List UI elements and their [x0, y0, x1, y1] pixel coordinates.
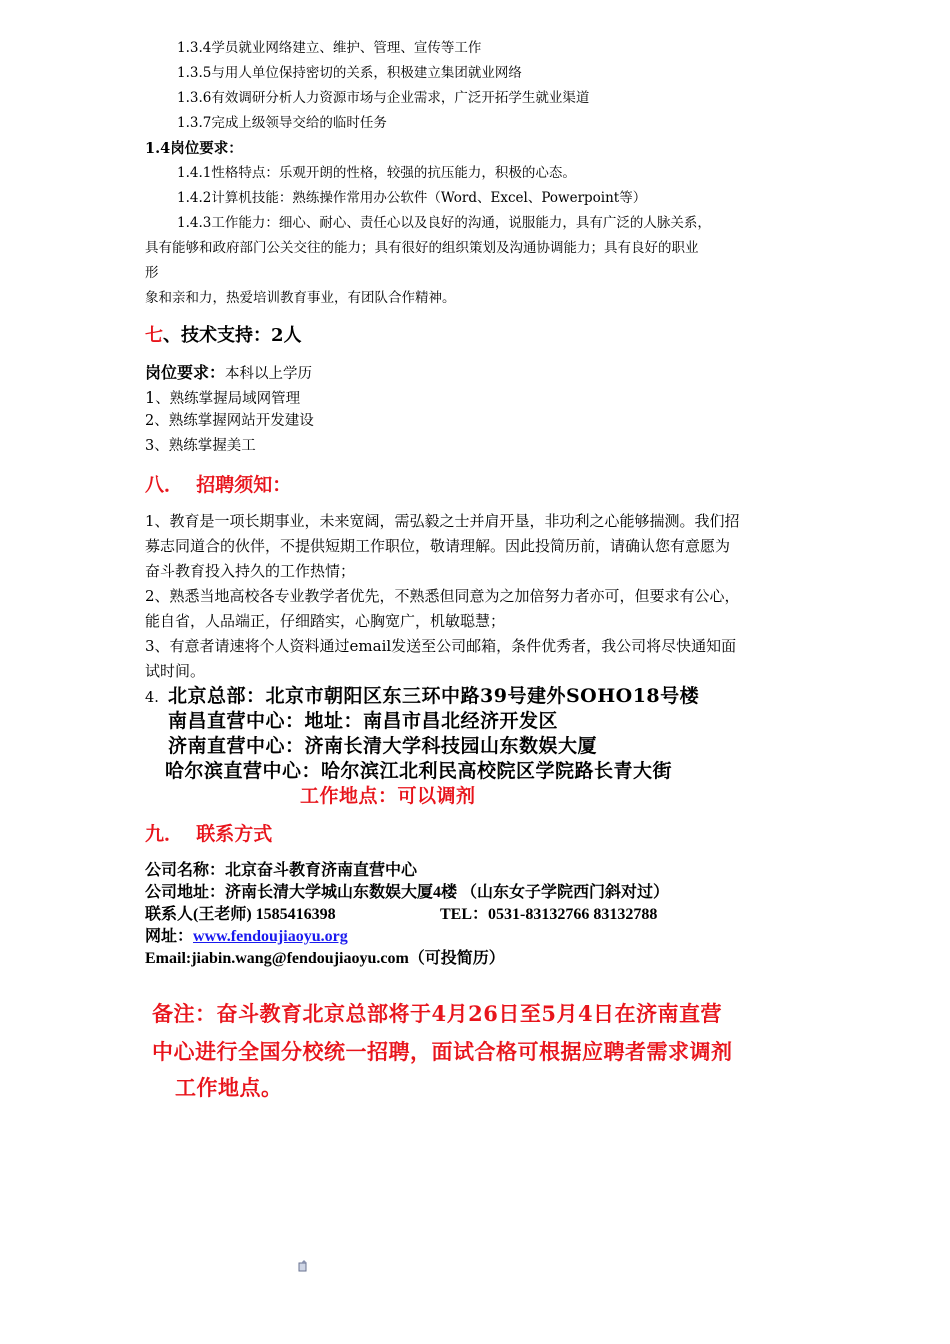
contact-website: [145, 927, 348, 946]
notice-line: 3、有意者请速将个人资料通过email发送至公司邮箱，条件优秀者，我公司将尽快通知面: [145, 637, 737, 655]
remark-line: 中心进行全国分校统一招聘，面试合格可根据应聘者需求调剂: [152, 1039, 733, 1064]
work-place-note: 工作地点：可以调剂: [300, 785, 476, 807]
remark-line: 备注：奋斗教育北京总部将于4月26日至5月4日在济南直营: [152, 1001, 723, 1026]
skill-item: 3、熟练掌握美工: [145, 438, 256, 454]
requirement-ability-line: 具有能够和政府部门公关交往的能力；具有很好的组织策划及沟通协调能力；具有良好的职业: [145, 240, 699, 256]
section-7-heading: [145, 325, 302, 347]
requirement-item: 1.4.2计算机技能：熟练操作常用办公软件（Word、Excel、Powerpoint等）: [177, 190, 647, 206]
requirement-ability-line: 1.4.3工作能力：细心、耐心、责任心以及良好的沟通，说服能力，具有广泛的人脉关系，: [177, 215, 711, 231]
locations-number: 4.: [145, 690, 159, 706]
requirements-heading: 1.4岗位要求：: [145, 140, 243, 157]
section-7-requirement-value: 本科以上学历: [225, 366, 313, 382]
section-7-requirement: [145, 363, 312, 383]
remark-line: 工作地点。: [175, 1075, 283, 1100]
notice-line: 能自省，人品端正，仔细踏实，心胸宽广，机敏聪慧；: [145, 612, 506, 630]
section-9-heading: 九． 联系方式: [145, 823, 273, 845]
website-link[interactable]: www.fendoujiaoyu.org: [193, 928, 348, 945]
job-item: 1.3.6有效调研分析人力资源市场与企业需求，广泛开拓学生就业渠道: [177, 90, 590, 106]
skill-item: 2、熟练掌握网站开发建设: [145, 413, 314, 429]
notice-line: 奋斗教育投入持久的工作热情；: [145, 562, 356, 580]
contact-company: 公司名称：北京奋斗教育济南直营中心: [145, 862, 418, 879]
contact-person: 联系人(王老师) 1585416398: [145, 906, 336, 923]
contact-address: 公司地址：济南长清大学城山东数娱大厦4楼 （山东女子学院西门斜对过）: [145, 884, 670, 901]
website-label: 网址：: [145, 928, 194, 945]
requirement-ability-line: 象和亲和力，热爱培训教育事业，有团队合作精神。: [145, 290, 456, 306]
notice-line: 1、教育是一项长期事业，未来宽阔，需弘毅之士并肩开垦，非功利之心能够揣测。我们招: [145, 512, 740, 530]
job-item: 1.3.7完成上级领导交给的临时任务: [177, 115, 387, 131]
notice-line: 试时间。: [145, 662, 206, 680]
requirement-item: 1.4.1性格特点：乐观开朗的性格，较强的抗压能力，积极的心态。: [177, 165, 576, 181]
footer-image-icon: [298, 1260, 308, 1272]
skill-item: 1、熟练掌握局域网管理: [145, 388, 301, 407]
section-8-heading: 八． 招聘须知：: [145, 474, 292, 496]
section-7-title: 、技术支持：2人: [163, 325, 302, 346]
notice-line: 募志同道合的伙伴，不提供短期工作职位，敬请理解。因此投简历前，请确认您有意愿为: [145, 537, 731, 555]
job-item: 1.3.5与用人单位保持密切的关系，积极建立集团就业网络: [177, 65, 522, 81]
job-item: 1.3.4学员就业网络建立、维护、管理、宣传等工作: [177, 40, 482, 56]
requirement-ability-line: 形: [145, 265, 159, 281]
contact-email: Email:jiabin.wang@fendoujiaoyu.com（可投简历）: [145, 950, 505, 967]
section-7-requirement-label: 岗位要求：: [145, 363, 226, 382]
contact-tel: TEL：0531-83132766 83132788: [440, 906, 658, 923]
notice-line: 2、熟悉当地高校各专业教学者优先，不熟悉但同意为之加倍努力者亦可，但要求有公心，: [145, 587, 740, 605]
location-nanchang: 南昌直营中心：地址：南昌市昌北经济开发区: [168, 710, 559, 732]
section-7-number: 七: [145, 325, 163, 346]
location-beijing: 北京总部：北京市朝阳区东三环中路39号建外SOHO18号楼: [168, 685, 700, 707]
location-jinan: 济南直营中心：济南长清大学科技园山东数娱大厦: [168, 735, 598, 757]
location-harbin: 哈尔滨直营中心：哈尔滨江北利民高校院区学院路长青大街: [165, 760, 673, 782]
